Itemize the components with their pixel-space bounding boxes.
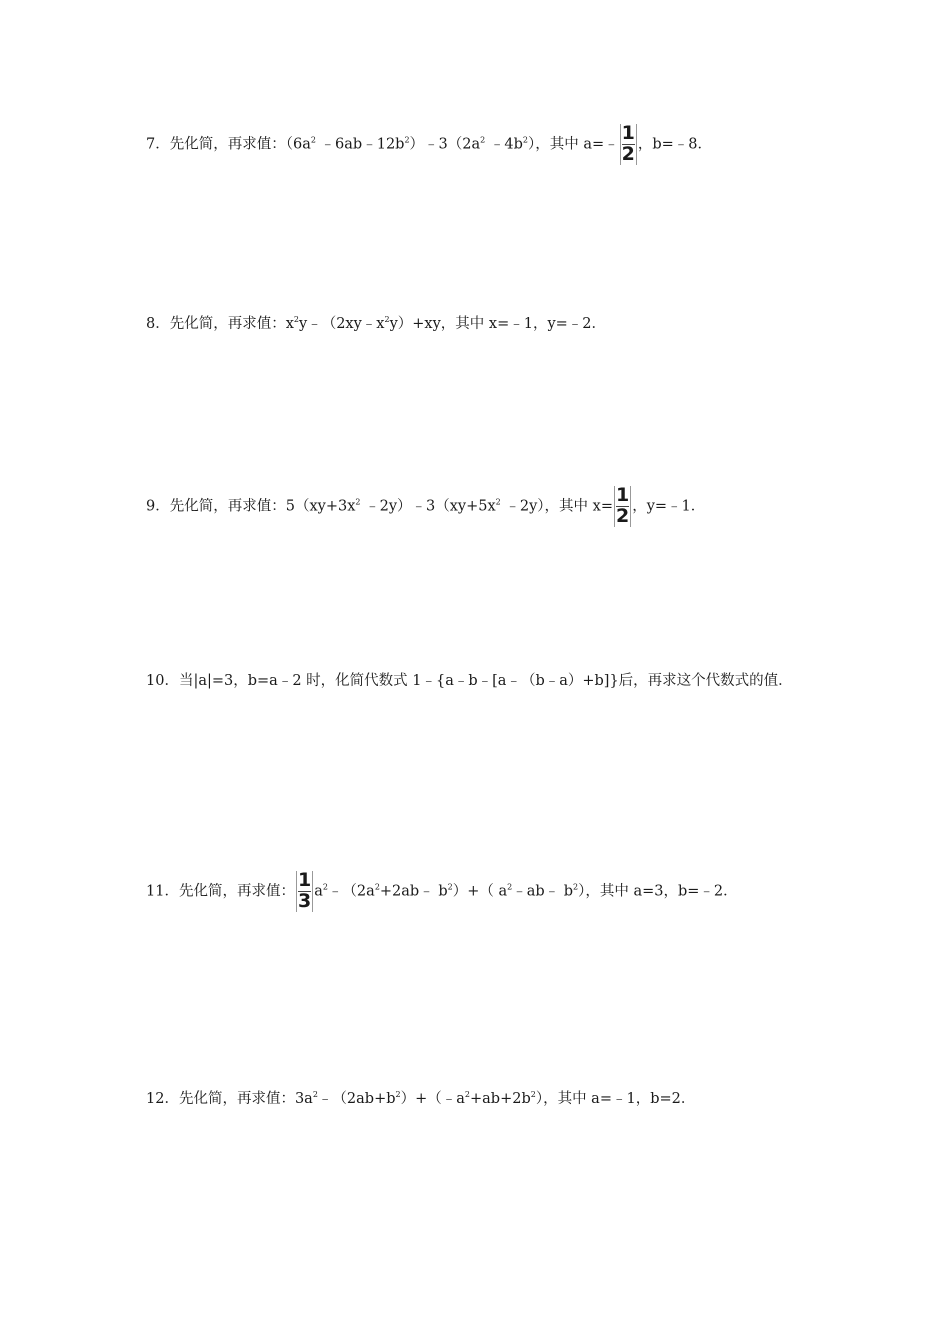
fraction-one-third: $\frac{1}{3}$ (297, 869, 312, 912)
question-11-number: 11． (146, 883, 179, 900)
question-12: 12．先化简，再求值：$3a^2﹣(2ab+b^2)+(﹣a^2+ab+2b^2)$，其中 a=﹣1，b=2． (146, 1090, 696, 1107)
question-8: 8．先化简，再求值：$x^2y﹣(2xy﹣x^2y)+xy$，其中 x=﹣1，y=﹣2． (146, 315, 607, 332)
question-11: 11．先化简，再求值： $\frac{1}{3}$ $a^2﹣(2a^2+2ab﹣$ $b^2)+$（ $a^2﹣ab﹣$ $b^2$），其中 a=3，b=﹣2． (146, 869, 738, 912)
fraction-one-half: $\frac{1}{2}$ (615, 484, 630, 527)
question-12-number: 12． (146, 1091, 179, 1107)
question-9: 9．先化简，再求值：$5(xy+3x^2$ $﹣2y)﹣3(xy+5x^2$ ﹣2y），其中 x= $\frac{1}{2}$ ，y=﹣1． (146, 484, 706, 527)
question-8-number: 8． (146, 316, 170, 332)
fraction-one-half: $\frac{1}{2}$ (621, 122, 635, 165)
question-7: 7．先化简，再求值：（$6a^2$ $﹣6ab﹣12b^2)﹣3(2a^2$ $﹣4b^2$），其中 a=﹣ $\frac{1}{2}$ ，b=﹣8． (146, 122, 713, 165)
question-9-number: 9． (146, 498, 170, 515)
question-7-number: 7． (146, 136, 170, 153)
question-10: 10．当|a|=3，b=a﹣2 时，化简代数式 1﹣{a﹣b﹣[a﹣（b﹣a）+b]}后，再求这个代数式的值． (146, 673, 793, 689)
